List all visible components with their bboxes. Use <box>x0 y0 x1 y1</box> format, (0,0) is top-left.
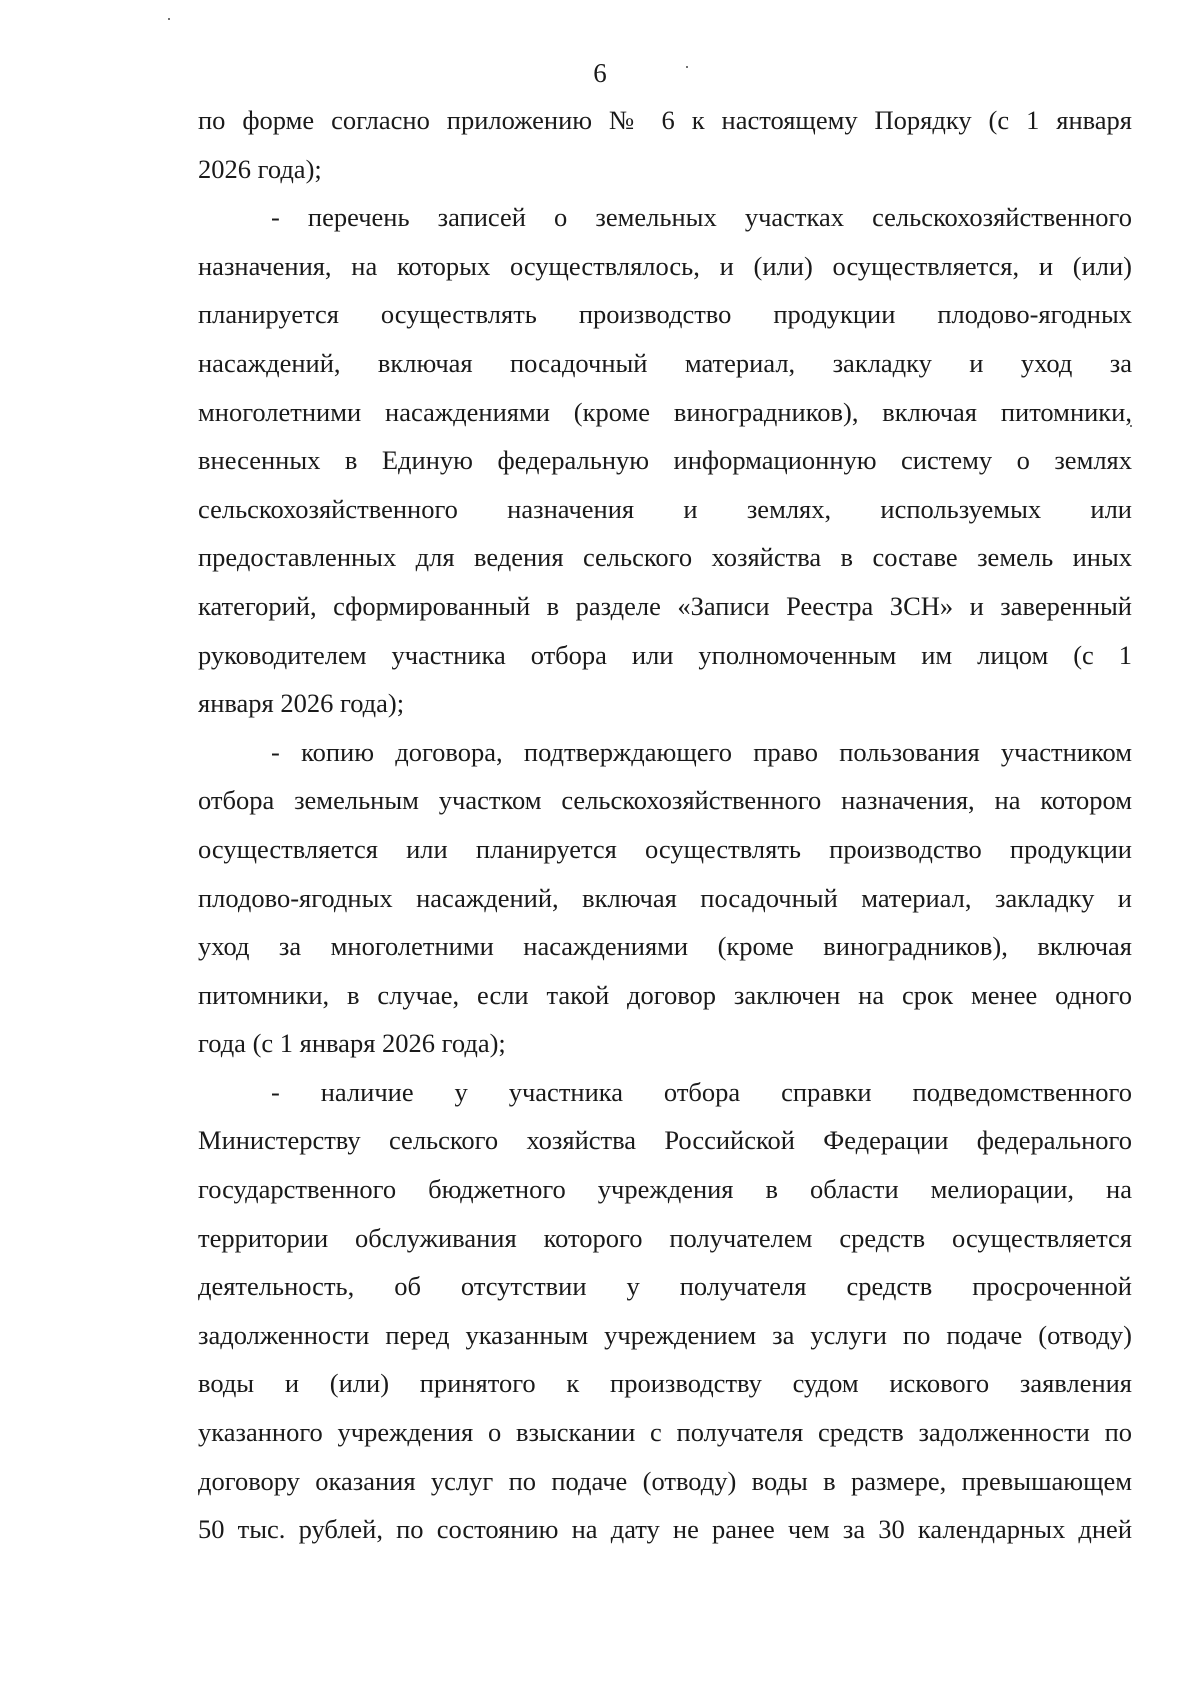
text-line: плодово-ягодных насаждений, включая посадочный материал, закладку и <box>198 882 1132 913</box>
text-line: - перечень записей о земельных участках сельскохозяйственного <box>271 202 1132 233</box>
text-line: осуществляется или планируется осуществлять производство продукции <box>198 833 1132 864</box>
text-line: государственного бюджетного учреждения в области мелиорации, на <box>198 1174 1132 1205</box>
text-line: уход за многолетними насаждениями (кроме виноградников), включая <box>198 931 1132 962</box>
text-line: предоставленных для ведения сельского хозяйства в составе земель иных <box>198 542 1132 573</box>
text-line: по форме согласно приложению № 6 к настоящему Порядку (с 1 января <box>198 105 1132 135</box>
text-line: года (с 1 января 2026 года); <box>198 1028 506 1059</box>
text-line: многолетними насаждениями (кроме виноградников), включая питомники, <box>198 396 1132 427</box>
text-line: указанного учреждения о взыскании с получателя средств задолженности по <box>198 1417 1132 1448</box>
text-line: планируется осуществлять производство продукции плодово-ягодных <box>198 299 1132 330</box>
text-line: сельскохозяйственного назначения и землях, используемых или <box>198 493 1132 524</box>
text-line: 2026 года); <box>198 153 322 184</box>
text-line: отбора земельным участком сельскохозяйственного назначения, на котором <box>198 785 1132 816</box>
text-line: задолженности перед указанным учреждением за услуги по подаче (отводу) <box>198 1319 1132 1350</box>
text-line: - копию договора, подтверждающего право пользования участником <box>271 736 1132 767</box>
text-line: деятельность, об отсутствии у получателя средств просроченной <box>198 1271 1132 1302</box>
page-number: 6 <box>593 58 607 88</box>
text-line: - наличие у участника отбора справки подведомственного <box>271 1076 1132 1107</box>
document-body <box>198 96 1132 1554</box>
text-line: питомники, в случае, если такой договор заключен на срок менее одного <box>198 979 1132 1010</box>
text-line: насаждений, включая посадочный материал, закладку и уход за <box>198 347 1132 378</box>
text-line: назначения, на которых осуществлялось, и (или) осуществляется, и (или) <box>198 250 1132 281</box>
text-line: воды и (или) принятого к производству судом искового заявления <box>198 1368 1132 1399</box>
text-line: договору оказания услуг по подаче (отводу) воды в размере, превышающем <box>198 1465 1132 1496</box>
text-line: руководителем участника отбора или уполномоченным им лицом (с 1 <box>198 639 1132 670</box>
text-line: 50 тыс. рублей, по состоянию на дату не ранее чем за 30 календарных дней <box>198 1514 1132 1545</box>
text-line: внесенных в Единую федеральную информационную систему о землях <box>198 445 1132 476</box>
scan-speck <box>168 18 170 20</box>
text-line: территории обслуживания которого получателем средств осуществляется <box>198 1222 1132 1253</box>
text-line: Министерству сельского хозяйства Российской Федерации федерального <box>198 1125 1132 1156</box>
text-line: категорий, сформированный в разделе «Записи Реестра ЗСН» и заверенный <box>198 590 1132 621</box>
text-line: января 2026 года); <box>198 688 405 719</box>
